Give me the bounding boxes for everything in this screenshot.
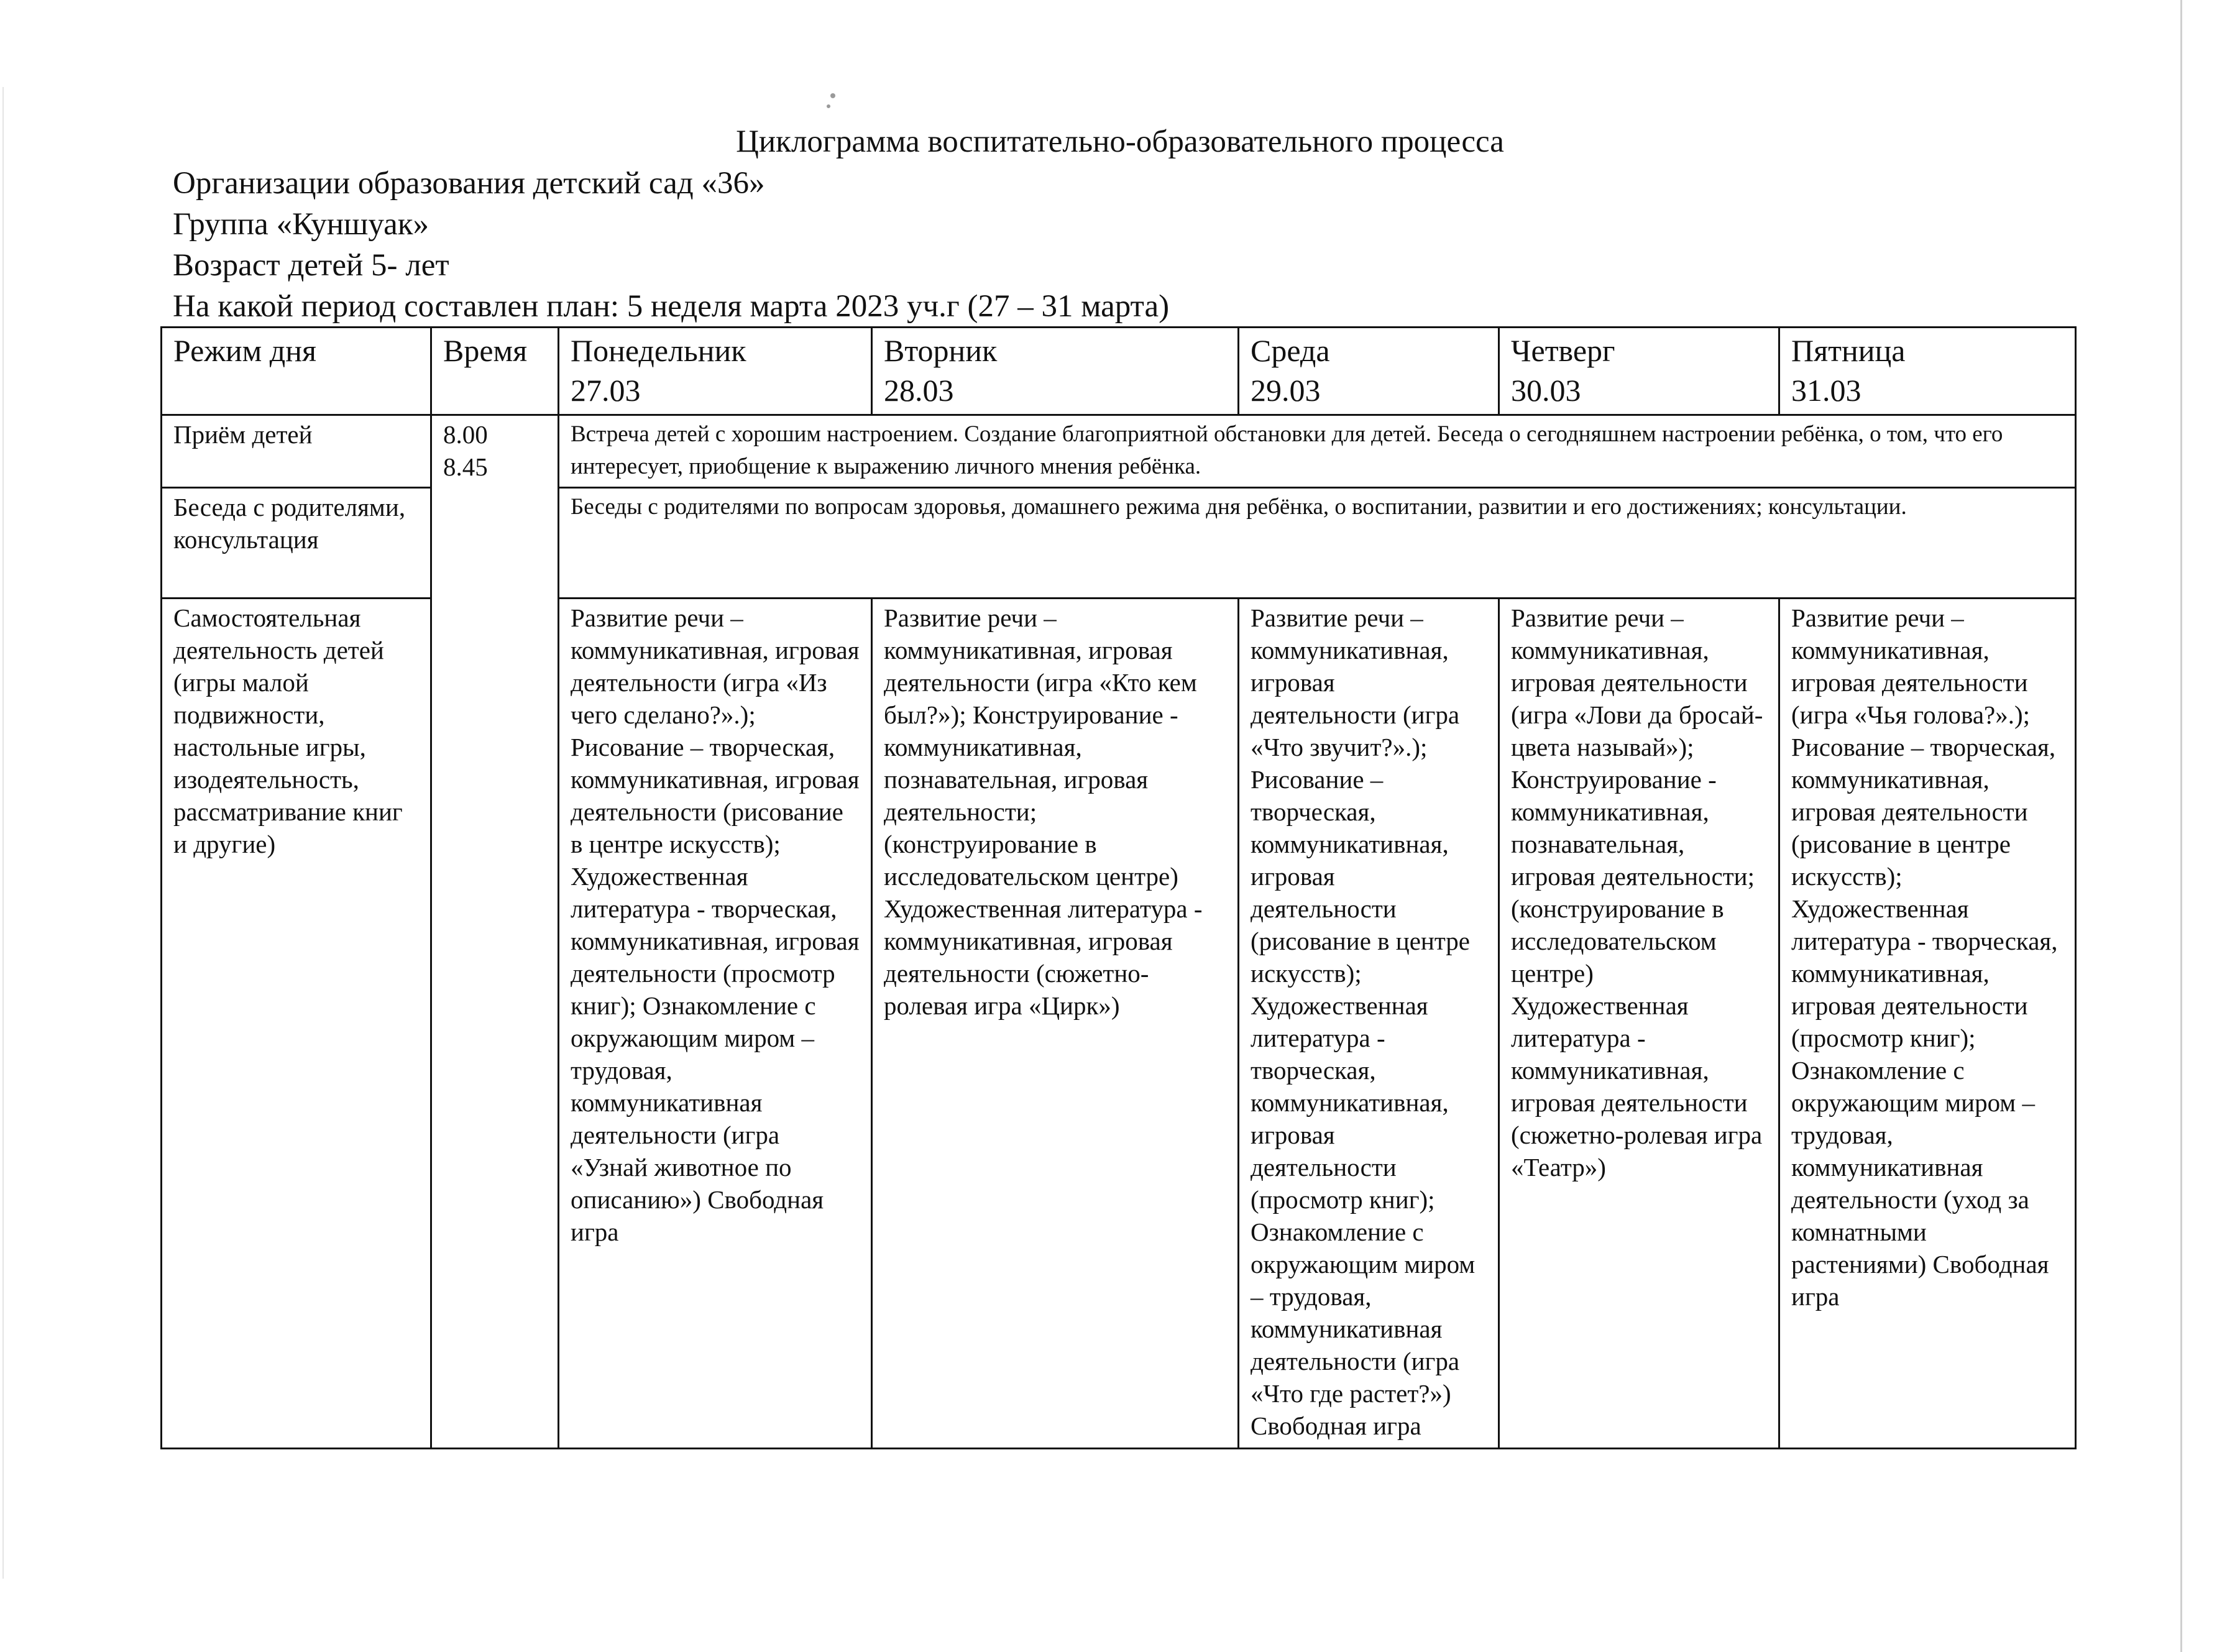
scan-page-edge-left bbox=[2, 87, 4, 1579]
header-day-friday bbox=[1779, 328, 2076, 415]
time-cell bbox=[431, 415, 559, 1449]
row-label-independent-activity: Самостоятельная деятельность детей (игры малой подвижности, настольные игры, изодеятельность, рассматривание книг и другие) bbox=[162, 599, 431, 1449]
table-row-reception bbox=[162, 415, 2076, 488]
day-date: 27.03 bbox=[571, 373, 641, 408]
scan-page-edge bbox=[2180, 0, 2182, 1652]
time-end: 8.45 bbox=[443, 452, 488, 481]
day-name: Четверг bbox=[1511, 333, 1615, 368]
day-name: Среда bbox=[1251, 333, 1330, 368]
age-line: Возраст детей 5- лет bbox=[173, 248, 449, 283]
header-day-monday bbox=[559, 328, 872, 415]
group-line: Группа «Куншуак» bbox=[173, 207, 429, 242]
scan-speck bbox=[827, 104, 830, 108]
document-header bbox=[173, 163, 1169, 327]
activity-wednesday: Развитие речи – коммуникативная, игровая деятельности (игра «Что звучит?».); Рисование – творческая, коммуникативная, игровая деятельности (рисование в центре искусств); Художественная литература - творческая, коммуникативная, игровая деятельности (просмотр книг); Ознакомление с окружающим миром – трудовая, коммуникативная деятельности (игра «Что где растет?») Свободная игра bbox=[1239, 599, 1499, 1449]
day-name: Вторник bbox=[884, 333, 998, 368]
header-regime: Режим дня bbox=[162, 328, 431, 415]
header-day-wednesday bbox=[1239, 328, 1499, 415]
time-start: 8.00 bbox=[443, 420, 488, 449]
period-line: На какой период составлен план: 5 неделя марта 2023 уч.г (27 – 31 марта) bbox=[173, 289, 1170, 324]
table-header-row bbox=[162, 328, 2076, 415]
organization-line: Организации образования детский сад «36» bbox=[173, 166, 765, 201]
schedule-table bbox=[160, 326, 2077, 1449]
header-day-thursday bbox=[1499, 328, 1779, 415]
header-day-tuesday bbox=[872, 328, 1239, 415]
activity-monday: Развитие речи – коммуникативная, игровая деятельности (игра «Из чего сделано?».); Рисование – творческая, коммуникативная, игровая деятельности (рисование в центре искусств); Художественная литература - творческая, коммуникативная, игровая деятельности (просмотр книг); Ознакомление с окружающим миром – трудовая, коммуникативная деятельности (игра «Узнай животное по описанию») Свободная игра bbox=[559, 599, 872, 1449]
row-label-reception: Приём детей bbox=[162, 415, 431, 488]
scan-speck bbox=[830, 93, 835, 98]
day-name: Пятница bbox=[1791, 333, 1906, 368]
day-date: 31.03 bbox=[1791, 373, 1861, 408]
parents-description: Беседы с родителями по вопросам здоровья, домашнего режима дня ребёнка, о воспитании, развитии и его достижениях; консультации. bbox=[559, 488, 2076, 599]
document-title: Циклограмма воспитательно-образовательного процесса bbox=[736, 124, 1504, 159]
day-date: 28.03 bbox=[884, 373, 954, 408]
reception-description: Встреча детей с хорошим настроением. Создание благоприятной обстановки для детей. Беседа о сегодняшнем настроении ребёнка, о том, что его интересует, приобщение к выражению личного мнения ребёнка. bbox=[559, 415, 2076, 488]
day-date: 29.03 bbox=[1251, 373, 1321, 408]
activity-friday: Развитие речи – коммуникативная, игровая деятельности (игра «Чья голова?».); Рисование – творческая, коммуникативная, игровая деятельности (рисование в центре искусств); Художественная литература - творческая, коммуникативная, игровая деятельности (просмотр книг); Ознакомление с окружающим миром – трудовая, коммуникативная деятельности (уход за комнатными растениями) Свободная игра bbox=[1779, 599, 2076, 1449]
activity-tuesday: Развитие речи – коммуникативная, игровая деятельности (игра «Кто кем был?»); Конструирование - коммуникативная, познавательная, игровая деятельности; (конструирование в исследовательском центре) Художественная литература - коммуникативная, игровая деятельности (сюжетно-ролевая игра «Цирк») bbox=[872, 599, 1239, 1449]
activity-thursday: Развитие речи – коммуникативная, игровая деятельности (игра «Лови да бросай-цвета называй»); Конструирование - коммуникативная, познавательная, игровая деятельности; (конструирование в исследовательском центре) Художественная литература - коммуникативная, игровая деятельности (сюжетно-ролевая игра «Театр») bbox=[1499, 599, 1779, 1449]
row-label-parents: Беседа с родителями, консультация bbox=[162, 488, 431, 599]
day-date: 30.03 bbox=[1511, 373, 1581, 408]
header-time: Время bbox=[431, 328, 559, 415]
day-name: Понедельник bbox=[571, 333, 746, 368]
